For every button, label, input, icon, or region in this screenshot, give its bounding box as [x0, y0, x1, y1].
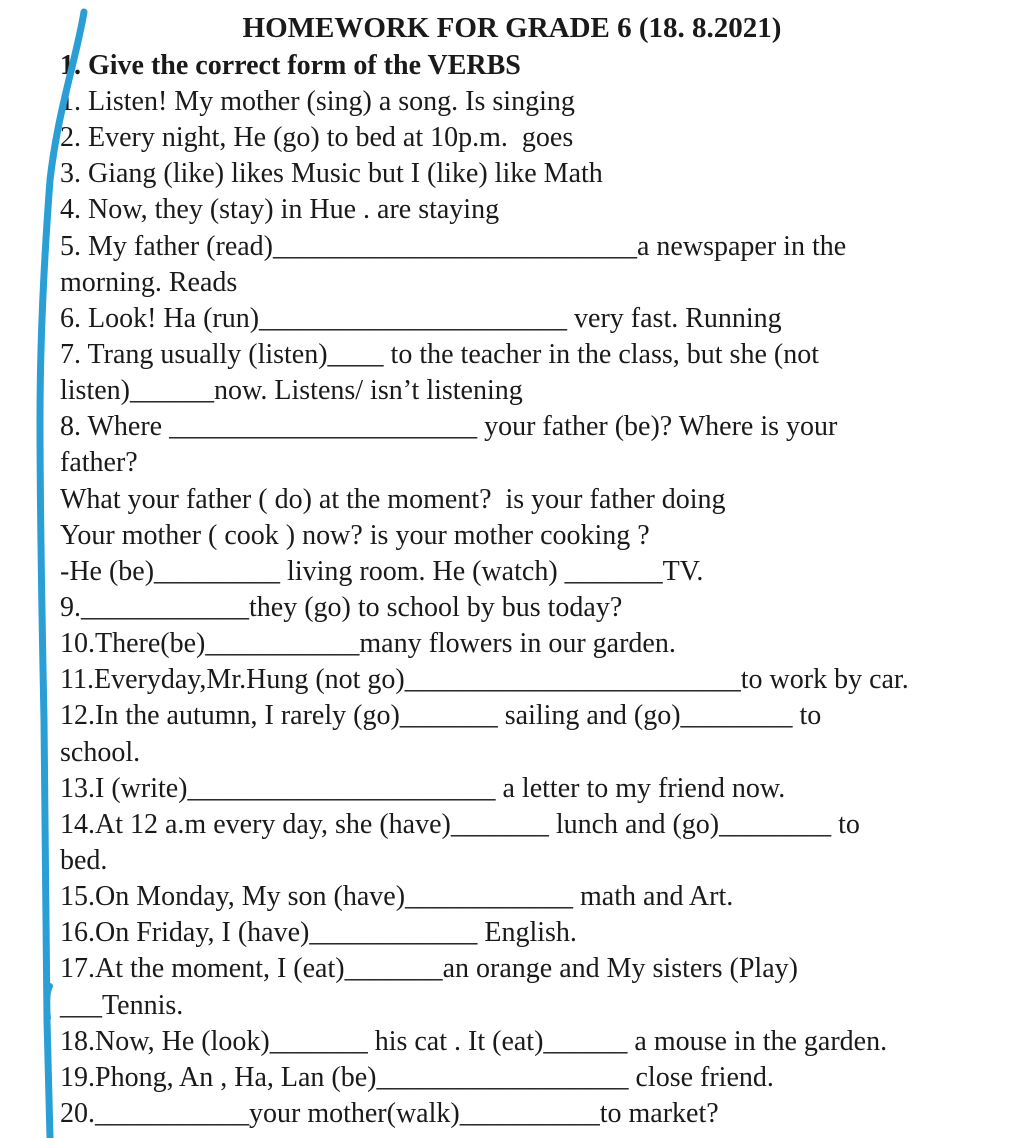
- exercise-line: 6. Look! Ha (run)______________________ very fast. Running: [60, 302, 782, 334]
- exercise-line: 19.Phong, An , Ha, Lan (be)__________________ close friend.: [60, 1061, 774, 1093]
- exercise-line: What your father ( do) at the moment? is your father doing: [60, 483, 726, 515]
- exercise-line: 18.Now, He (look)_______ his cat . It (eat)______ a mouse in the garden.: [60, 1025, 888, 1057]
- exercise-list: [60, 84, 1010, 1132]
- exercise-line: 9.____________they (go) to school by bus today?: [60, 591, 623, 623]
- worksheet-title: HOMEWORK FOR GRADE 6 (18. 8.2021): [242, 12, 782, 44]
- exercise-line: 2. Every night, He (go) to bed at 10p.m. goes: [60, 122, 574, 154]
- exercise-line: morning. Reads: [60, 266, 238, 298]
- exercise-line: ___Tennis.: [60, 989, 184, 1021]
- exercise-line: 16.On Friday, I (have)____________ English.: [60, 917, 577, 949]
- exercise-line: 14.At 12 a.m every day, she (have)_______ lunch and (go)________ to: [60, 808, 860, 840]
- exercise-line: 20.___________your mother(walk)__________to market?: [60, 1097, 719, 1129]
- exercise-line: 13.I (write)______________________ a letter to my friend now.: [60, 772, 786, 804]
- exercise-line: 5. My father (read)__________________________a newspaper in the: [60, 230, 847, 262]
- exercise-line: 12.In the autumn, I rarely (go)_______ sailing and (go)________ to: [60, 700, 822, 732]
- handwritten-blue-hook: [47, 986, 50, 1018]
- exercise-line: father?: [60, 447, 138, 479]
- exercise-line: 17.At the moment, I (eat)_______an orange and My sisters (Play): [60, 953, 798, 985]
- exercise-line: bed.: [60, 844, 108, 876]
- exercise-line: 4. Now, they (stay) in Hue . are staying: [60, 194, 500, 226]
- exercise-line: 15.On Monday, My son (have)____________ math and Art.: [60, 881, 734, 913]
- section-heading: 1. Give the correct form of the VERBS: [60, 50, 521, 81]
- exercise-line: school.: [60, 736, 141, 768]
- exercise-line: 10.There(be)___________many flowers in our garden.: [60, 628, 676, 660]
- exercise-line: listen)______now. Listens/ isn’t listening: [60, 375, 523, 407]
- exercise-line: 7. Trang usually (listen)____ to the teacher in the class, but she (not: [60, 338, 819, 370]
- exercise-line: -He (be)_________ living room. He (watch) _______TV.: [60, 555, 704, 587]
- exercise-line: 3. Giang (like) likes Music but I (like) like Math: [60, 158, 603, 190]
- exercise-line: Your mother ( cook ) now? is your mother cooking ?: [60, 519, 650, 551]
- exercise-line: 11.Everyday,Mr.Hung (not go)________________________to work by car.: [60, 664, 909, 696]
- exercise-line: 1. Listen! My mother (sing) a song. Is singing: [60, 86, 575, 117]
- exercise-line: 8. Where ______________________ your father (be)? Where is your: [60, 411, 838, 443]
